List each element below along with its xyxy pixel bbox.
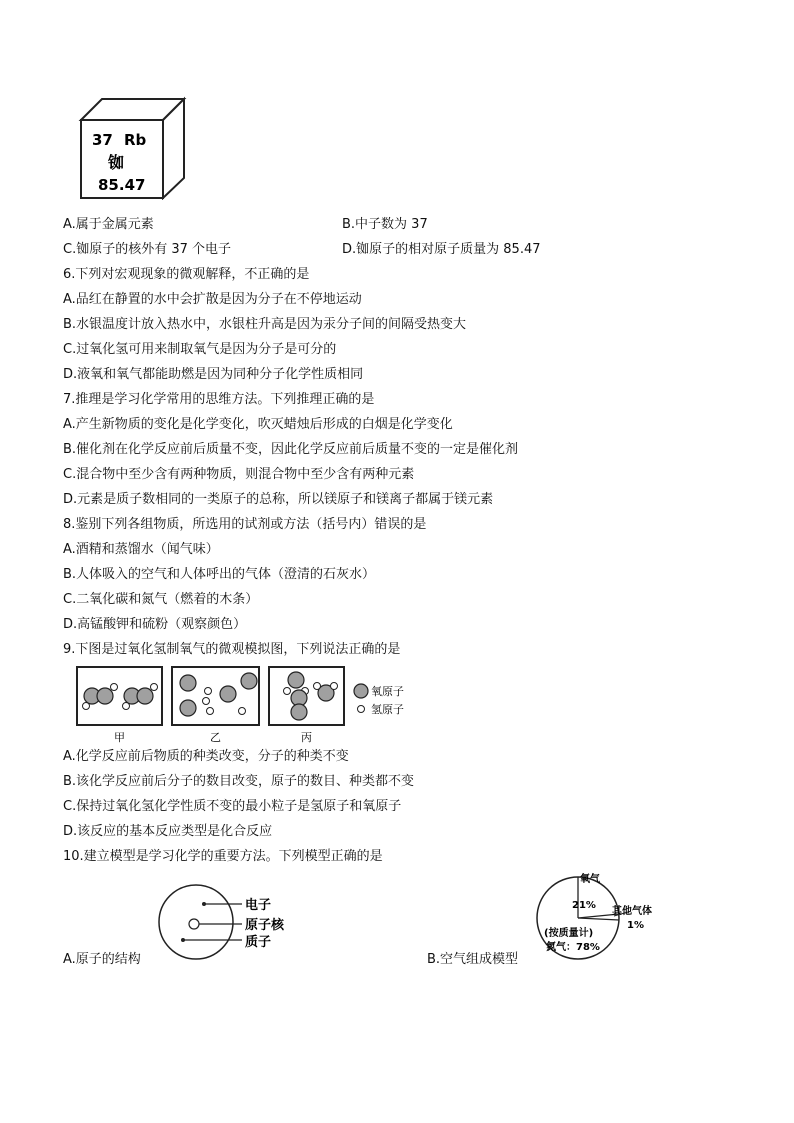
- air-label-oxygen: 氧气: [580, 874, 600, 885]
- atom-model-figure: [150, 880, 310, 964]
- air-label-other: 其他气体: [612, 906, 652, 917]
- q5-option-a: A.属于金属元素: [63, 217, 154, 232]
- q6-stem: 6.下列对宏观现象的微观解释，不正确的是: [63, 267, 310, 282]
- hydrogen-atom: [111, 684, 118, 691]
- q7-stem: 7.推理是学习化学常用的思维方法。下列推理正确的是: [63, 392, 375, 407]
- oxygen-atom: [241, 673, 257, 689]
- air-pct-other: 1%: [627, 920, 644, 931]
- hydrogen-atom: [314, 683, 321, 690]
- q6-option-d: D.液氧和氧气都能助燃是因为同种分子化学性质相同: [63, 367, 364, 382]
- oxygen-atom: [180, 675, 196, 691]
- element-symbol: Rb: [124, 131, 147, 149]
- air-nitrogen: 氮气：78%: [546, 942, 600, 953]
- q9-option-d: D.该反应的基本反应类型是化合反应: [63, 824, 273, 839]
- hydrogen-atom: [151, 684, 158, 691]
- q9-stem: 9.下图是过氧化氢制氧气的微观模拟图，下列说法正确的是: [63, 642, 401, 657]
- q5-option-b: B.中子数为 37: [342, 217, 428, 232]
- air-pct-oxygen: 21%: [572, 900, 596, 911]
- oxygen-atom: [220, 686, 236, 702]
- air-model-figure: [530, 868, 670, 964]
- q7-option-a: A.产生新物质的变化是化学变化，吹灭蜡烛后形成的白烟是化学变化: [63, 417, 453, 432]
- q8-option-c: C.二氧化碳和氮气（燃着的木条）: [63, 592, 259, 607]
- box-label-bing: 丙: [301, 731, 312, 744]
- legend-oxygen-swatch: [354, 684, 368, 698]
- hydrogen-atom: [331, 683, 338, 690]
- atom-label-electron: 电子: [245, 898, 272, 913]
- element-name: 铷: [108, 153, 125, 172]
- atom-model-caption: A.原子的结构: [63, 952, 141, 967]
- q9-molecule-figure: [74, 664, 414, 744]
- box-label-jia: 甲: [114, 731, 125, 744]
- q6-option-b: B.水银温度计放入热水中，水银柱升高是因为汞分子间的间隔受热变大: [63, 317, 467, 332]
- air-note: (按质量计): [544, 928, 594, 939]
- q9-option-c: C.保持过氧化氢化学性质不变的最小粒子是氢原子和氧原子: [63, 799, 402, 814]
- oxygen-atom: [137, 688, 153, 704]
- q8-option-a: A.酒精和蒸馏水（闻气味）: [63, 542, 219, 557]
- q7-option-d: D.元素是质子数相同的一类原子的总称，所以镁原子和镁离子都属于镁元素: [63, 492, 494, 507]
- oxygen-atom: [97, 688, 113, 704]
- element-number: 37: [92, 131, 113, 149]
- q9-option-b: B.该化学反应前后分子的数目改变，原子的数目、种类都不变: [63, 774, 415, 789]
- hydrogen-atom: [123, 703, 130, 710]
- atom-label-nucleus: 原子核: [245, 918, 285, 933]
- q10-stem: 10.建立模型是学习化学的重要方法。下列模型正确的是: [63, 849, 383, 864]
- atom-label-proton: 质子: [245, 935, 272, 950]
- legend-oxygen-label: 氧原子: [371, 685, 404, 698]
- hydrogen-atom: [205, 688, 212, 695]
- q7-option-b: B.催化剂在化学反应前后质量不变，因此化学反应前后质量不变的一定是催化剂: [63, 442, 519, 457]
- legend-hydrogen-swatch: [358, 706, 365, 713]
- q9-option-a: A.化学反应前后物质的种类改变，分子的种类不变: [63, 749, 349, 764]
- q5-option-d: D.铷原子的相对原子质量为 85.47: [342, 242, 541, 257]
- q6-option-a: A.品红在静置的水中会扩散是因为分子在不停地运动: [63, 292, 362, 307]
- q8-option-d: D.高锰酸钾和硫粉（观察颜色）: [63, 617, 247, 632]
- q7-option-c: C.混合物中至少含有两种物质，则混合物中至少含有两种元素: [63, 467, 415, 482]
- nucleus: [189, 919, 199, 929]
- q6-option-c: C.过氧化氢可用来制取氧气是因为分子是可分的: [63, 342, 337, 357]
- q8-stem: 8.鉴别下列各组物质，所选用的试剂或方法（括号内）错误的是: [63, 517, 427, 532]
- oxygen-atom: [288, 672, 304, 688]
- box-label-yi: 乙: [210, 731, 221, 744]
- hydrogen-atom: [83, 703, 90, 710]
- q5-option-c: C.铷原子的核外有 37 个电子: [63, 242, 232, 257]
- air-model-caption: B.空气组成模型: [427, 952, 519, 967]
- element-card-figure: [78, 96, 188, 200]
- hydrogen-atom: [239, 708, 246, 715]
- element-mass: 85.47: [98, 176, 146, 194]
- oxygen-atom: [291, 704, 307, 720]
- q8-option-b: B.人体吸入的空气和人体呼出的气体（澄清的石灰水）: [63, 567, 376, 582]
- hydrogen-atom: [207, 708, 214, 715]
- hydrogen-atom: [203, 698, 210, 705]
- hydrogen-atom: [284, 688, 291, 695]
- legend-hydrogen-label: 氢原子: [371, 703, 404, 716]
- oxygen-atom: [180, 700, 196, 716]
